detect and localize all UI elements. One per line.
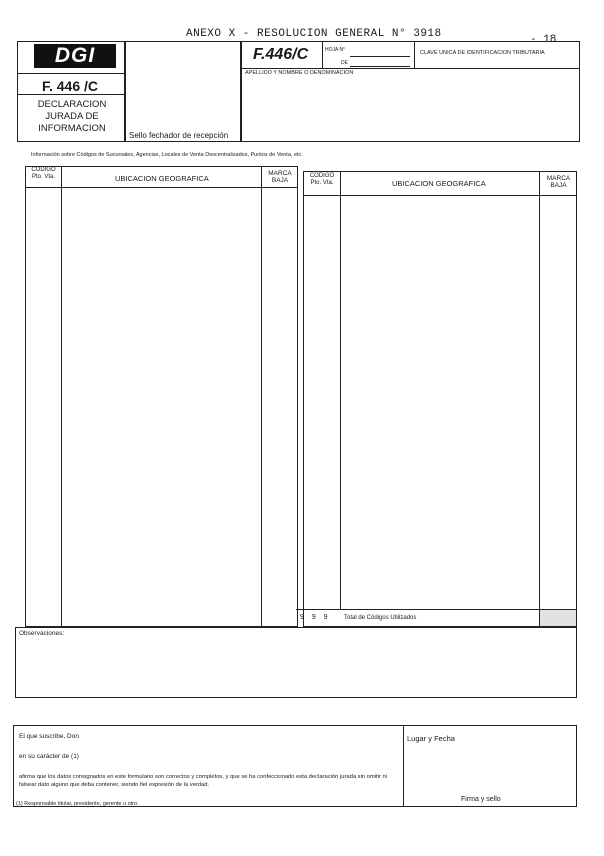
page-number: - 18: [530, 34, 557, 46]
observaciones-label: Observaciones:: [19, 630, 65, 637]
declaration-line-1: DECLARACION: [37, 99, 107, 110]
suscribe-field[interactable]: [92, 733, 400, 743]
cuit-label: CLAVE UNICA DE IDENTIFICACION TRIBUTARIA: [420, 50, 545, 56]
right-table-body[interactable]: [304, 196, 576, 608]
apellido-field[interactable]: [242, 78, 578, 140]
divider: [414, 41, 415, 68]
form-code-right: F.446/C: [253, 46, 309, 63]
sello-box: [125, 41, 241, 142]
total-field[interactable]: [540, 610, 576, 626]
divider: [17, 94, 125, 95]
lugar-fecha-field[interactable]: [406, 748, 574, 788]
divider: [403, 725, 404, 807]
firma-label: Firma y sello: [461, 796, 501, 803]
form-code-left: F. 446 /C: [41, 78, 99, 94]
left-table-body[interactable]: [26, 188, 297, 626]
total-divider: [296, 609, 577, 610]
de-field[interactable]: [350, 66, 410, 67]
observaciones-field[interactable]: [16, 640, 576, 697]
declaration-line-3: INFORMACION: [38, 123, 106, 134]
col-ubicacion: UBICACION GEOGRAFICA: [392, 179, 486, 188]
col-codigo: CODIGO: [31, 167, 56, 173]
divider: [17, 73, 125, 74]
col-pto-vta: Pto. Vta.: [310, 179, 334, 186]
afirma-text: afirma que los datos consignados en este formulario son correctos y completos, y que se ha confeccionado esta declaración jurada sin omitir ni falsear dato alguno que deba contener, siendo fiel expresión de la verdad.: [19, 774, 387, 789]
divider: [322, 41, 323, 68]
caracter-label: en su carácter de (1): [19, 753, 79, 760]
col-baja: BAJA: [271, 177, 289, 185]
de-label: DE: [341, 60, 348, 66]
lugar-fecha-label: Lugar y Fecha: [407, 734, 455, 743]
col-marca: MARCA: [268, 170, 292, 177]
hoja-label: HOJA N°: [325, 47, 346, 53]
col-pto-vta: Pto. Vta.: [31, 173, 55, 180]
total-digits: 9 9 9: [300, 614, 331, 621]
caracter-field[interactable]: [92, 752, 400, 762]
col-codigo: CODIGO: [309, 173, 335, 179]
page-title: ANEXO X - RESOLUCION GENERAL N° 3918: [186, 28, 442, 40]
total-label: Total de Códigos Utilizados: [344, 615, 417, 621]
footnote: (1) Responsable titular, presidente, gerente u otro.: [16, 801, 139, 807]
hoja-field[interactable]: [350, 56, 410, 57]
col-marca: MARCA: [546, 175, 571, 182]
dgi-logo: DGI: [34, 44, 116, 68]
info-text: Información sobre Códigos de Sucursales, Agencias, Locales de Venta Descentralizados, Puntos de Venta, etc.: [31, 152, 303, 158]
suscribe-label: El que suscribe, Don: [19, 733, 79, 740]
divider: [241, 68, 580, 69]
declaration-line-2: JURADA DE: [45, 111, 99, 122]
apellido-label: APELLIDO Y NOMBRE O DENOMINACION: [245, 70, 354, 76]
col-ubicacion: UBICACION GEOGRAFICA: [115, 174, 209, 183]
sello-label: Sello fechador de recepción: [129, 131, 229, 140]
col-baja: BAJA: [550, 182, 567, 190]
